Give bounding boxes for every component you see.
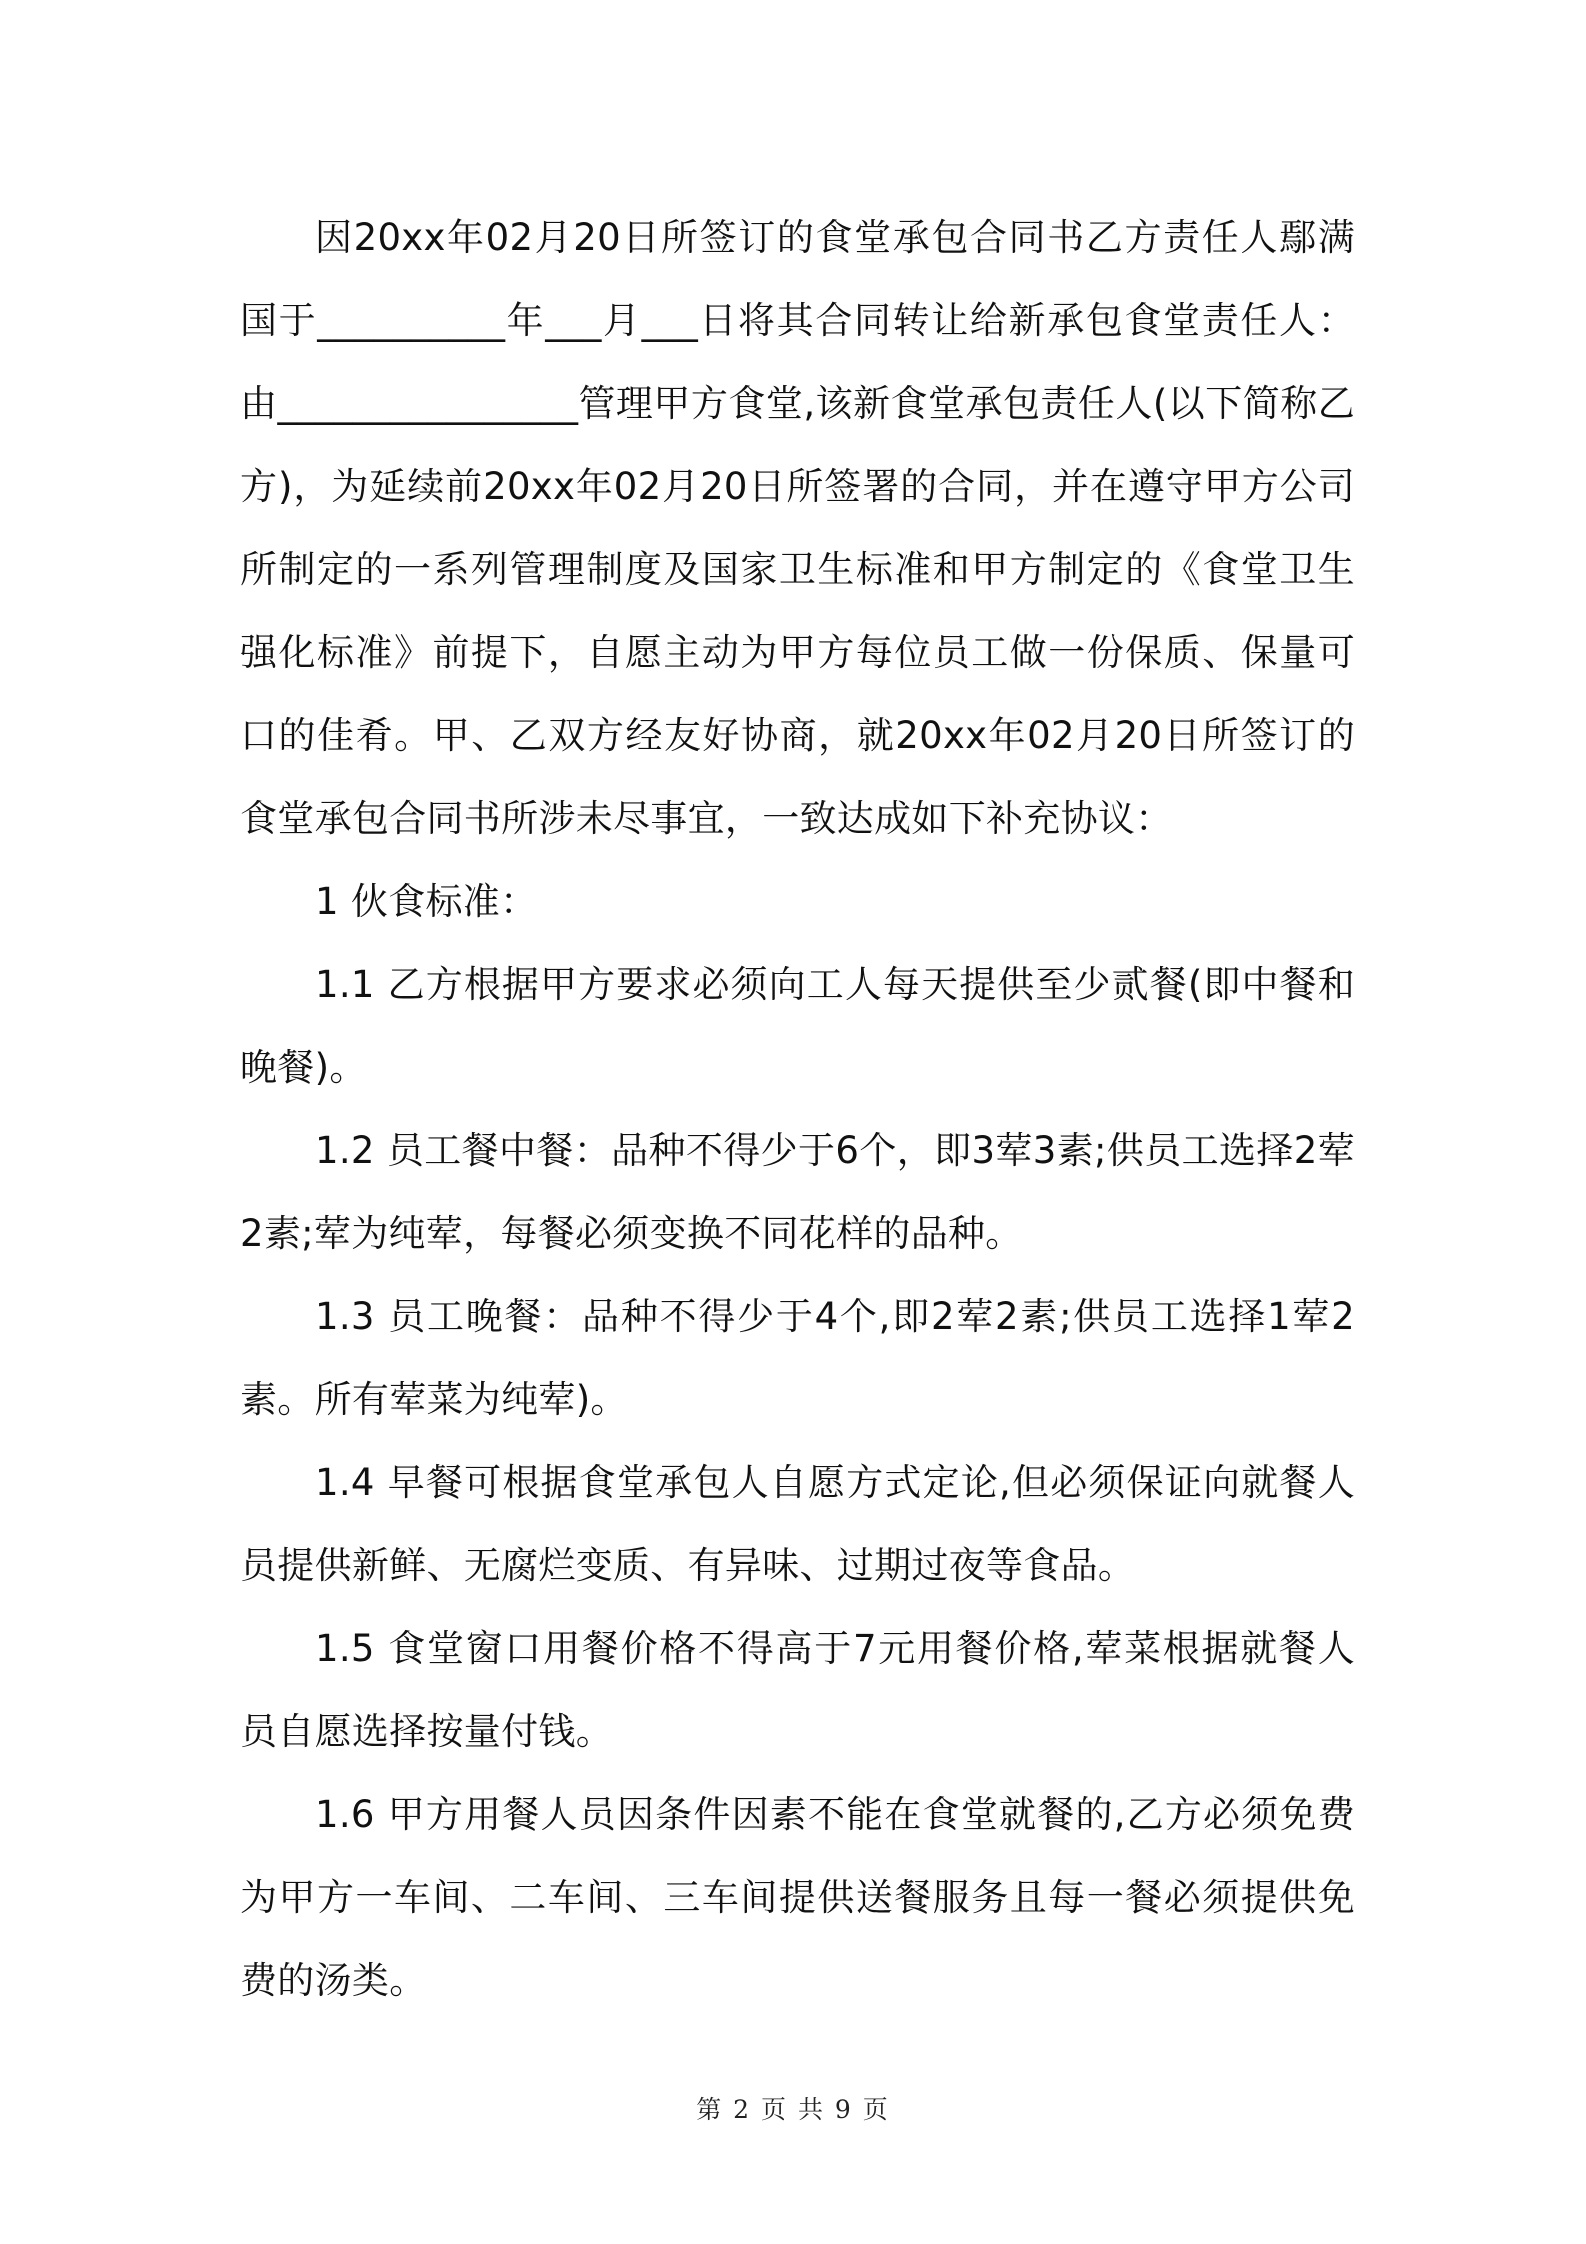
clause-1-1: 1.1 乙方根据甲方要求必须向工人每天提供至少贰餐(即中餐和晚餐)。 xyxy=(240,963,1355,1089)
section-heading-meal-standard: 1 伙食标准： xyxy=(315,880,538,923)
clause-1-5: 1.5 食堂窗口用餐价格不得高于7元用餐价格,荤菜根据就餐人员自愿选择按量付钱。 xyxy=(240,1627,1355,1753)
page-number-footer: 第 2 页 共 9 页 xyxy=(696,2095,890,2124)
document-body xyxy=(240,196,1355,2022)
intro-paragraph: 因20xx年02月20日所签订的食堂承包合同书乙方责任人鄢满国于__________年___月___日将其合同转让给新承包食堂责任人：由________________管理甲方食堂,该新食堂承包责任人(以下简称乙方)，为延续前20xx年02月20日所签署的合同，并在遵守甲方公司所制定的一系列管理制度及国家卫生标准和甲方制定的《食堂卫生强化标准》前提下，自愿主动为甲方每位员工做一份保质、保量可口的佳肴。甲、乙双方经友好协商，就20xx年02月20日所签订的食堂承包合同书所涉未尽事宜，一致达成如下补充协议： xyxy=(240,216,1355,840)
clause-1-6: 1.6 甲方用餐人员因条件因素不能在食堂就餐的,乙方必须免费为甲方一车间、二车间、三车间提供送餐服务且每一餐必须提供免费的汤类。 xyxy=(240,1793,1355,2002)
clause-1-2: 1.2 员工餐中餐：品种不得少于6个，即3荤3素;供员工选择2荤2素;荤为纯荤，每餐必须变换不同花样的品种。 xyxy=(240,1129,1355,1255)
clause-1-4: 1.4 早餐可根据食堂承包人自愿方式定论,但必须保证向就餐人员提供新鲜、无腐烂变质、有异味、过期过夜等食品。 xyxy=(240,1461,1355,1587)
clause-1-3: 1.3 员工晚餐：品种不得少于4个,即2荤2素;供员工选择1荤2素。所有荤菜为纯荤)。 xyxy=(240,1295,1355,1421)
